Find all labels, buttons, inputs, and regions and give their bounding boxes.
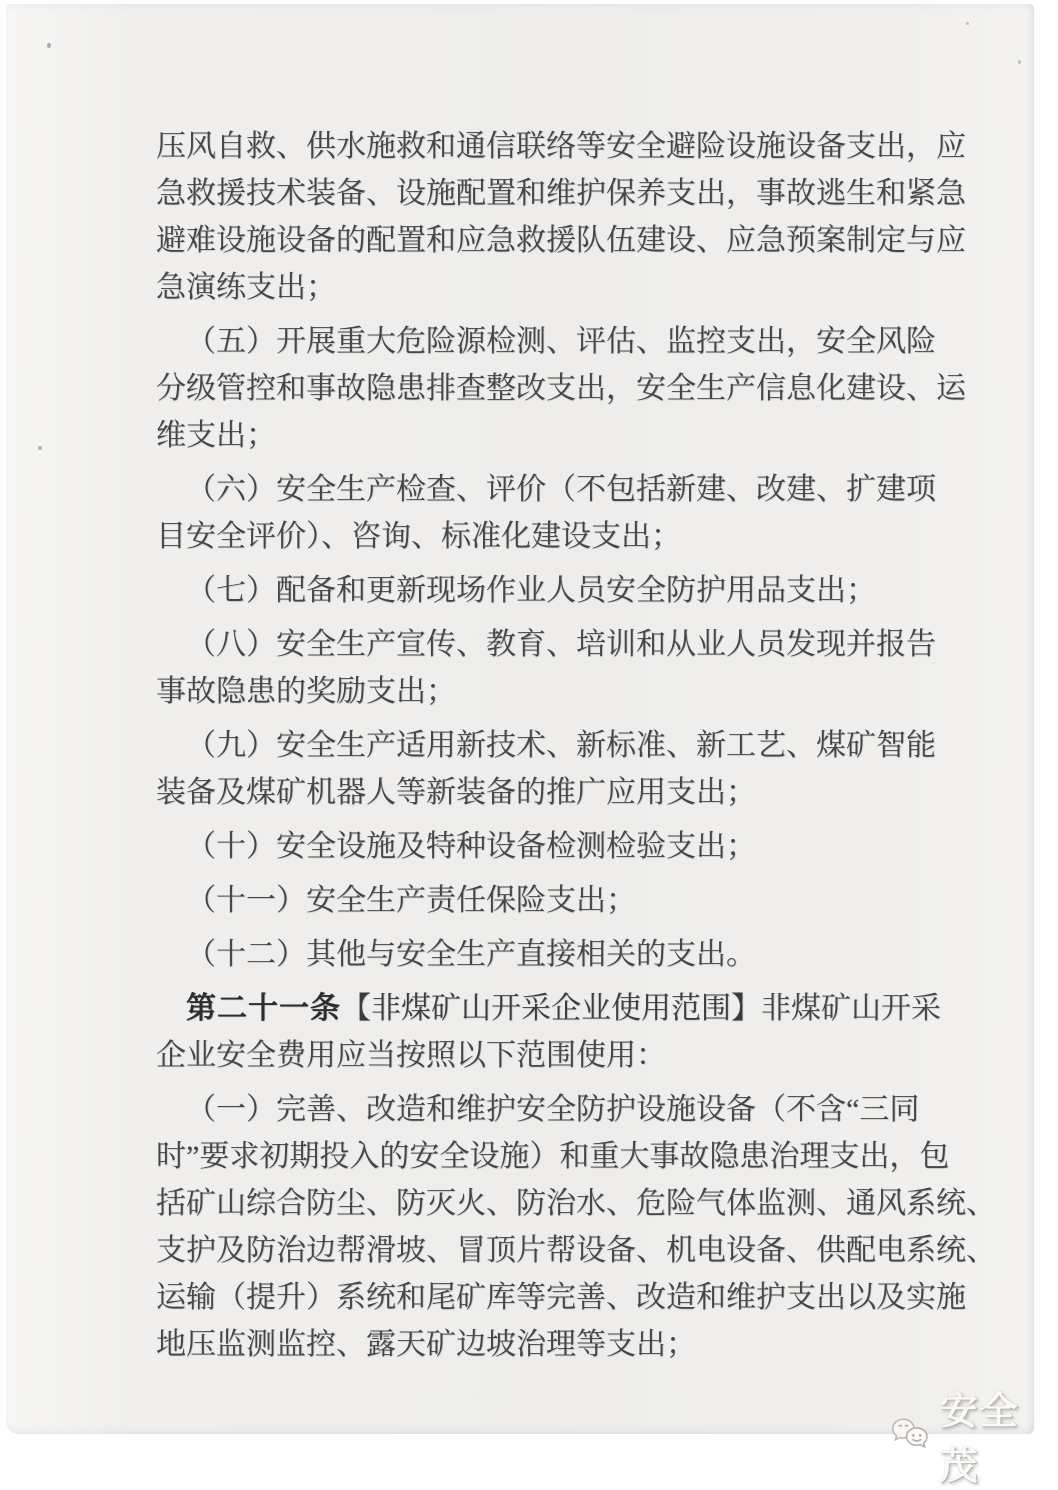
text-line: 急救援技术装备、设施配置和维护保养支出，事故逃生和紧急 <box>156 177 966 210</box>
text-line: 地压监测监控、露天矿边坡治理等支出； <box>156 1328 696 1361</box>
watermark <box>890 1380 1034 1490</box>
article-number: 第二十一条 <box>186 992 341 1025</box>
wechat-icon <box>890 1411 933 1459</box>
text-line: 避难设施设备的配置和应急救援队伍建设、应急预案制定与应 <box>156 224 966 257</box>
scan-speck <box>966 22 969 25</box>
paragraph-item-6 <box>156 466 972 560</box>
article-text: 非煤矿山开采 <box>761 992 941 1025</box>
text-line: 分级管控和事故隐患排查整改支出，安全生产信息化建设、运 <box>156 372 966 405</box>
text-line: 压风自救、供水施救和通信联络等安全避险设施设备支出，应 <box>156 130 966 163</box>
text-line: 事故隐患的奖励支出； <box>156 675 456 708</box>
text-line: 装备及煤矿机器人等新装备的推广应用支出； <box>156 776 756 809</box>
paragraph-item-9 <box>156 722 972 816</box>
text-line: 企业安全费用应当按照以下范围使用： <box>156 1039 666 1072</box>
paragraph-item-11 <box>156 877 972 924</box>
text-line: 支护及防治边帮滑坡、冒顶片帮设备、机电设备、供配电系统、 <box>156 1234 996 1267</box>
paragraph-item-5 <box>156 318 972 459</box>
text-line <box>156 985 972 1032</box>
paragraph-item-8 <box>156 621 972 715</box>
paragraph-item-7 <box>156 567 972 614</box>
text-line: （五）开展重大危险源检测、评估、监控支出，安全风险 <box>186 325 936 358</box>
article-title-bracket: 【非煤矿山开采企业使用范围】 <box>341 992 761 1025</box>
text-line: （一）完善、改造和维护安全防护设施设备（不含“三同 <box>186 1093 920 1126</box>
text-line: （八）安全生产宣传、教育、培训和从业人员发现并报告 <box>186 628 936 661</box>
scan-speck <box>47 43 51 48</box>
text-line: （九）安全生产适用新技术、新标准、新工艺、煤矿智能 <box>186 729 936 762</box>
paragraph-item-10 <box>156 823 972 870</box>
document-body <box>156 123 996 1368</box>
paragraph-item-12 <box>156 931 972 978</box>
text-line: 目安全评价）、咨询、标准化建设支出； <box>156 520 681 553</box>
text-line: 运输（提升）系统和尾矿库等完善、改造和维护支出以及实施 <box>156 1281 966 1314</box>
scan-speck <box>1018 60 1021 64</box>
text-line: 维支出； <box>156 419 276 452</box>
text-line: 括矿山综合防尘、防灭火、防治水、危险气体监测、通风系统、 <box>156 1187 996 1220</box>
paragraph-item-1-noncoal <box>156 1086 996 1368</box>
paragraph-para-continuation <box>156 123 972 311</box>
watermark-label: 安全茂 <box>939 1391 1020 1488</box>
text-line: 急演练支出； <box>156 271 336 304</box>
text-line: （十一）安全生产责任保险支出； <box>186 884 636 917</box>
text-line: （十）安全设施及特种设备检测检验支出； <box>186 830 756 863</box>
text-line: （六）安全生产检查、评价（不包括新建、改建、扩建项 <box>186 473 936 506</box>
document-page <box>6 4 1034 1488</box>
scan-speck <box>38 446 42 450</box>
text-line: （十二）其他与安全生产直接相关的支出。 <box>186 938 756 971</box>
text-line: （七）配备和更新现场作业人员安全防护用品支出； <box>186 574 876 607</box>
text-line: 时”要求初期投入的安全设施）和重大事故隐患治理支出，包 <box>156 1140 950 1173</box>
paragraph-article-21 <box>156 985 972 1079</box>
